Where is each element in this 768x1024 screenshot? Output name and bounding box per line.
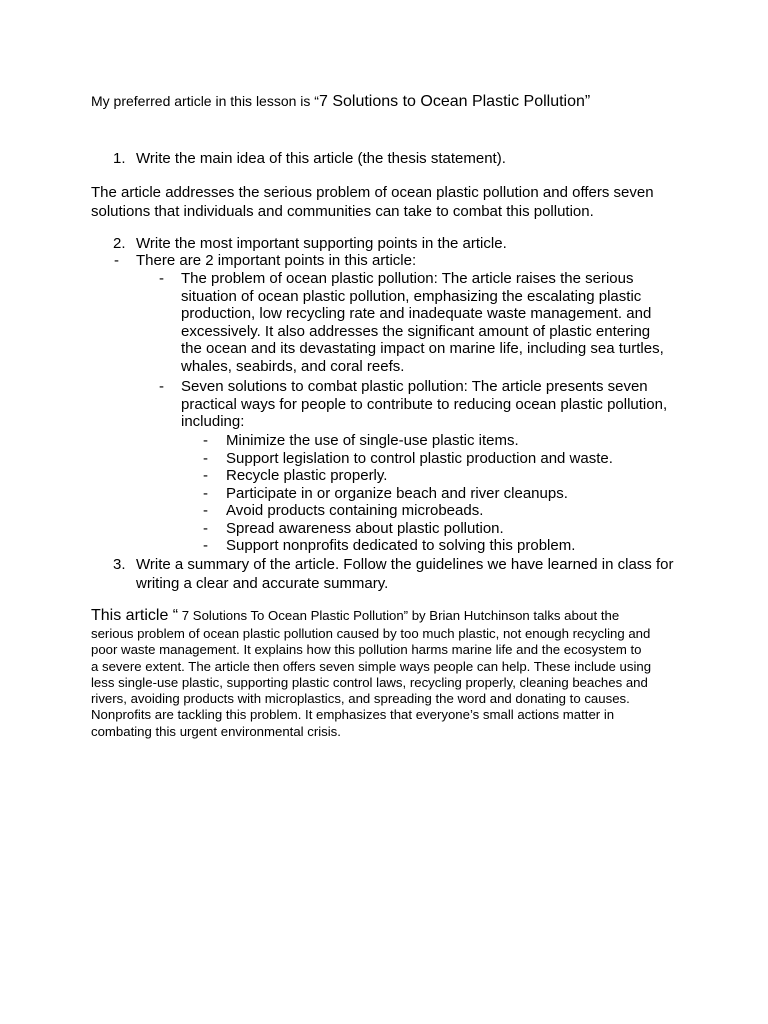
question-1-text: Write the main idea of this article (the thesis statement). <box>136 150 506 167</box>
article-title: 7 Solutions to Ocean Plastic Pollution” <box>318 93 591 110</box>
point-1-line: The problem of ocean plastic pollution: The article raises the serious <box>181 270 634 287</box>
main-idea-paragraph <box>91 183 654 221</box>
summary-first-line <box>91 606 619 625</box>
summary-line: a severe extent. The article then offers seven simple ways people can help. These include using <box>91 658 652 674</box>
solution-item: Support legislation to control plastic production and waste. <box>226 449 613 467</box>
summary-line: Nonprofits are tackling this problem. It emphasizes that everyone’s small actions matter in <box>91 707 615 723</box>
question-3-line: writing a clear and accurate summary. <box>136 574 389 592</box>
dash-bullet: - <box>114 252 119 269</box>
question-2-text: Write the most important supporting points in the article. <box>136 235 507 252</box>
point-2-line: Seven solutions to combat plastic pollution: The article presents seven <box>181 378 648 395</box>
point-1-paragraph <box>181 270 664 375</box>
point-1-line: the ocean and its devastating impact on marine life, including sea turtles, <box>181 340 664 357</box>
question-1-number: 1. <box>113 150 126 167</box>
question-3-line: Write a summary of the article. Follow the guidelines we have learned in class for <box>136 556 674 573</box>
point-2-line: practical ways for people to contribute to reducing ocean plastic pollution, <box>181 395 668 413</box>
main-idea-line: solutions that individuals and communities can take to combat this pollution. <box>91 203 594 220</box>
point-1-line: situation of ocean plastic pollution, emphasizing the escalating plastic <box>181 287 642 305</box>
solution-item: Participate in or organize beach and river cleanups. <box>226 484 568 502</box>
summary-line: combating this urgent environmental crisis. <box>91 723 341 739</box>
dash-bullet: - <box>159 378 164 395</box>
solution-item: Spread awareness about plastic pollution. <box>226 519 504 537</box>
points-intro: There are 2 important points in this article: <box>136 252 417 269</box>
point-1-line: whales, seabirds, and coral reefs. <box>181 357 405 375</box>
dash-bullet: - <box>203 467 208 484</box>
dash-bullet: - <box>203 432 208 449</box>
main-idea-line: The article addresses the serious problem of ocean plastic pollution and offers seven <box>91 184 654 201</box>
intro-line <box>91 92 590 111</box>
dash-bullet: - <box>159 270 164 287</box>
summary-paragraph <box>91 626 651 740</box>
solution-item: Support nonprofits dedicated to solving this problem. <box>226 537 576 554</box>
solution-item: Avoid products containing microbeads. <box>226 502 484 519</box>
summary-first-line-rest: 7 Solutions To Ocean Plastic Pollution” by Brian Hutchinson talks about the <box>178 608 620 623</box>
question-3-number: 3. <box>113 556 126 573</box>
dash-bullet: - <box>203 449 208 467</box>
question-3-text <box>136 556 673 593</box>
summary-line: less single-use plastic, supporting plastic control laws, recycling properly, cleaning beaches and <box>91 674 648 690</box>
dash-bullet: - <box>203 502 208 519</box>
dash-bullet: - <box>203 519 208 537</box>
solutions-dashes <box>203 432 208 555</box>
summary-lead: This article “ <box>91 607 179 624</box>
summary-line: rivers, avoiding products with microplastics, and spreading the word and donating to causes. <box>91 691 630 707</box>
solution-item: Recycle plastic properly. <box>226 467 388 484</box>
dash-bullet: - <box>203 484 208 502</box>
question-2-number: 2. <box>113 235 126 252</box>
solutions-list <box>226 432 613 555</box>
point-1-line: production, low recycling rate and inadequate waste management. and <box>181 305 652 322</box>
summary-line: poor waste management. It explains how this pollution harms marine life and the ecosystem to <box>91 642 642 658</box>
point-1-line: excessively. It also addresses the significant amount of plastic entering <box>181 322 651 340</box>
point-2-line: including: <box>181 413 245 430</box>
intro-prefix: My preferred article in this lesson is “ <box>91 93 319 109</box>
point-2-paragraph <box>181 378 667 431</box>
solution-item: Minimize the use of single-use plastic items. <box>226 432 519 449</box>
dash-bullet: - <box>203 537 208 554</box>
summary-line: serious problem of ocean plastic pollution caused by too much plastic, not enough recycling and <box>91 626 651 641</box>
